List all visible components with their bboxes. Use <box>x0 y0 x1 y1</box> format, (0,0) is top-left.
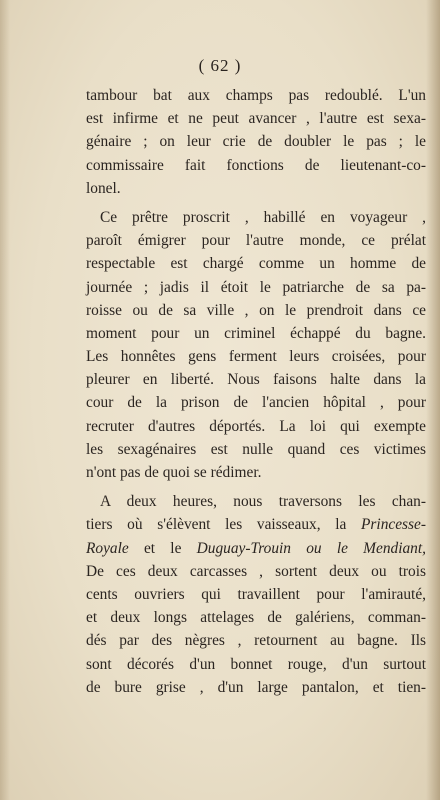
text-line: moment pour un criminel échappé du bagne. <box>86 324 426 342</box>
paragraph-2 <box>86 206 426 484</box>
text-line: pleurer en liberté. Nous faisons halte dans la <box>86 371 426 389</box>
text-run: cents ouvriers qui travaillent pour l'amirauté, <box>86 585 426 603</box>
text-line <box>86 560 426 583</box>
text-line <box>86 513 426 536</box>
paragraph-3 <box>86 490 426 699</box>
text-run: De ces deux carcasses , sortent deux ou trois <box>86 562 426 580</box>
text-line: n'ont pas de quoi se rédimer. <box>86 464 262 481</box>
paragraph-1 <box>86 84 426 200</box>
text-line <box>86 583 426 606</box>
text-run: tiers où s'élèvent les vaisseaux, la <box>86 516 362 534</box>
text-run: et deux longs attelages de galériens, comman- <box>86 609 426 627</box>
page-edge-shadow-right <box>426 0 440 800</box>
text-line: cour de la prison de l'ancien hôpital , pour <box>86 394 426 412</box>
text-run: sont décorés d'un bonnet rouge, d'un surtout <box>86 655 426 673</box>
text-line: roisse ou de sa ville , on le prendroit dans ce <box>86 301 426 319</box>
page-number: ( 62 ) <box>198 56 242 75</box>
text-run: de bure grise , d'un large pantalon, et tien- <box>86 678 426 696</box>
text-line: génaire ; on leur crie de doubler le pas ; le <box>86 133 426 151</box>
italic-ship-name: Duguay-Trouin ou le Mendiant, <box>196 539 426 557</box>
text-run: A deux heures, nous traversons les chan- <box>100 493 426 511</box>
text-line <box>86 537 426 560</box>
body-text <box>86 84 426 699</box>
text-line: respectable est chargé comme un homme de <box>86 255 426 273</box>
text-line <box>86 490 426 513</box>
text-line <box>86 606 426 629</box>
text-line: Les honnêtes gens ferment leurs croisées, pour <box>86 348 426 366</box>
text-line <box>86 676 426 699</box>
text-line: paroît émigrer pour l'autre monde, ce prélat <box>86 232 426 250</box>
text-line: les sexagénaires est nulle quand ces victimes <box>86 440 426 458</box>
page-edge-shadow-left <box>0 0 10 800</box>
text-run: dés par des nègres , retournent au bagne. Ils <box>86 632 426 650</box>
text-run: et le <box>128 539 197 557</box>
italic-ship-name: Princesse- <box>361 516 426 534</box>
text-line: recruter d'autres déportés. La loi qui exempte <box>86 417 426 435</box>
text-line: lonel. <box>86 179 121 197</box>
text-line: tambour bat aux champs pas redoublé. L'un <box>86 87 426 104</box>
italic-ship-name: Royale <box>86 539 129 557</box>
text-line: est infirme et ne peut avancer , l'autre est sexa- <box>86 110 426 128</box>
text-line: Ce prêtre proscrit , habillé en voyageur , <box>100 208 426 226</box>
text-line: commissaire fait fonctions de lieutenant-co- <box>86 156 426 174</box>
text-line <box>86 653 426 676</box>
text-line <box>86 629 426 652</box>
text-line: journée ; jadis il étoit le patriarche de sa pa- <box>86 278 426 296</box>
